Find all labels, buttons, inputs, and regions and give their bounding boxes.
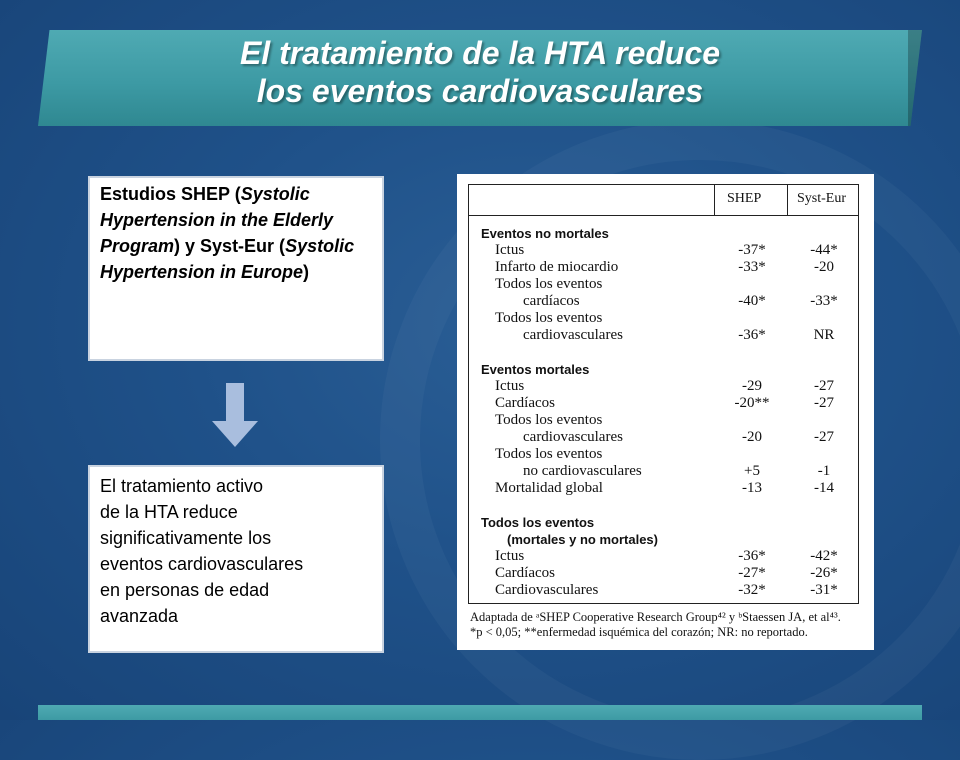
studies-text-2: Systolic Hypertension in the Elderly Program bbox=[100, 184, 334, 256]
row-value-syst-eur: -27 bbox=[814, 378, 834, 394]
column-header-syst-eur: Syst-Eur bbox=[797, 191, 846, 206]
table-row bbox=[469, 293, 858, 310]
row-value-syst-eur: -20 bbox=[814, 259, 834, 275]
row-label: no cardiovasculares bbox=[523, 463, 642, 479]
row-label: cardiovasculares bbox=[523, 429, 623, 445]
row-label: (mortales y no mortales) bbox=[507, 532, 658, 547]
row-value-syst-eur: -42* bbox=[810, 548, 838, 564]
studies-text-1: Estudios SHEP ( bbox=[100, 184, 241, 204]
results-table bbox=[468, 184, 859, 604]
table-row bbox=[469, 514, 858, 531]
footnote-line-2: *p < 0,05; **enfermedad isquémica del corazón; NR: no reportado. bbox=[470, 625, 808, 639]
bottom-bar bbox=[38, 705, 922, 720]
table-row bbox=[469, 378, 858, 395]
row-label: Cardiovasculares bbox=[495, 582, 599, 598]
row-label: Todos los eventos bbox=[495, 276, 603, 292]
conclusion-box bbox=[88, 465, 384, 653]
row-value-shep: -20 bbox=[742, 429, 762, 445]
row-value-shep: +5 bbox=[744, 463, 760, 479]
row-label: cardíacos bbox=[523, 293, 580, 309]
row-value-shep: -29 bbox=[742, 378, 762, 394]
footnote-line-1: Adaptada de ᵃSHEP Cooperative Research Group⁴² y ᵇStaessen JA, et al⁴³. bbox=[470, 610, 841, 624]
table-footnote bbox=[470, 610, 870, 640]
table-row bbox=[469, 531, 858, 548]
row-label: Eventos no mortales bbox=[481, 226, 609, 241]
row-label: Ictus bbox=[495, 548, 525, 564]
row-value-shep: -40* bbox=[738, 293, 766, 309]
row-value-shep: -13 bbox=[742, 480, 762, 496]
row-value-syst-eur: -26* bbox=[810, 565, 838, 581]
row-label: Cardíacos bbox=[495, 565, 555, 581]
row-value-syst-eur: -31* bbox=[810, 582, 838, 598]
studies-text-5: ) bbox=[303, 262, 310, 282]
table-row bbox=[469, 361, 858, 378]
row-value-syst-eur: -27 bbox=[814, 429, 834, 445]
row-value-syst-eur: -14 bbox=[814, 480, 834, 496]
row-value-syst-eur: -27 bbox=[814, 395, 834, 411]
table-row bbox=[469, 259, 858, 276]
conclusion-line: El tratamiento activo bbox=[100, 476, 264, 496]
title-line-1: El tratamiento de la HTA reduce bbox=[239, 35, 721, 71]
conclusion-line: eventos cardiovasculares bbox=[100, 554, 304, 574]
down-arrow-icon bbox=[212, 383, 258, 447]
row-label: Ictus bbox=[495, 378, 525, 394]
row-value-syst-eur: -1 bbox=[817, 463, 831, 479]
row-label: Ictus bbox=[495, 242, 525, 258]
row-value-shep: -36* bbox=[738, 327, 766, 343]
table-row bbox=[469, 242, 858, 259]
conclusion-line: significativamente los bbox=[100, 528, 272, 548]
row-label: Todos los eventos bbox=[495, 412, 603, 428]
column-header-shep: SHEP bbox=[727, 191, 762, 206]
table-row bbox=[469, 565, 858, 582]
row-value-syst-eur: NR bbox=[813, 327, 835, 343]
table-row bbox=[469, 582, 858, 599]
row-label: Todos los eventos bbox=[495, 310, 603, 326]
studies-text-3: ) y Syst-Eur ( bbox=[174, 236, 286, 256]
slide-title bbox=[38, 34, 922, 110]
row-value-shep: -36* bbox=[738, 548, 766, 564]
table-row bbox=[469, 429, 858, 446]
row-value-syst-eur: -33* bbox=[810, 293, 838, 309]
table-row bbox=[469, 446, 858, 463]
row-label: Todos los eventos bbox=[481, 515, 595, 530]
title-line-2: los eventos cardiovasculares bbox=[256, 73, 704, 109]
row-label: Cardíacos bbox=[495, 395, 555, 411]
row-label: Mortalidad global bbox=[495, 480, 603, 496]
row-value-syst-eur: -44* bbox=[810, 242, 838, 258]
table-row bbox=[469, 395, 858, 412]
conclusion-line: de la HTA reduce bbox=[100, 502, 238, 522]
row-value-shep: -37* bbox=[738, 242, 766, 258]
table-row bbox=[469, 327, 858, 344]
table-row bbox=[469, 463, 858, 480]
conclusion-line: en personas de edad bbox=[100, 580, 270, 600]
studies-text-4: Systolic Hypertension in Europe bbox=[100, 236, 355, 282]
table-row bbox=[469, 310, 858, 327]
row-value-shep: -32* bbox=[738, 582, 766, 598]
conclusion-line: avanzada bbox=[100, 606, 179, 626]
results-table-panel bbox=[457, 174, 874, 650]
row-label: cardiovasculares bbox=[523, 327, 623, 343]
table-row bbox=[469, 276, 858, 293]
table-row bbox=[469, 548, 858, 565]
row-value-shep: -27* bbox=[738, 565, 766, 581]
row-value-shep: -20** bbox=[734, 395, 770, 411]
row-label: Infarto de miocardio bbox=[495, 259, 619, 275]
studies-box bbox=[88, 176, 384, 361]
row-label: Todos los eventos bbox=[495, 446, 603, 462]
table-row bbox=[469, 480, 858, 497]
table-row bbox=[469, 225, 858, 242]
row-label: Eventos mortales bbox=[481, 362, 590, 377]
table-row bbox=[469, 412, 858, 429]
row-value-shep: -33* bbox=[738, 259, 766, 275]
